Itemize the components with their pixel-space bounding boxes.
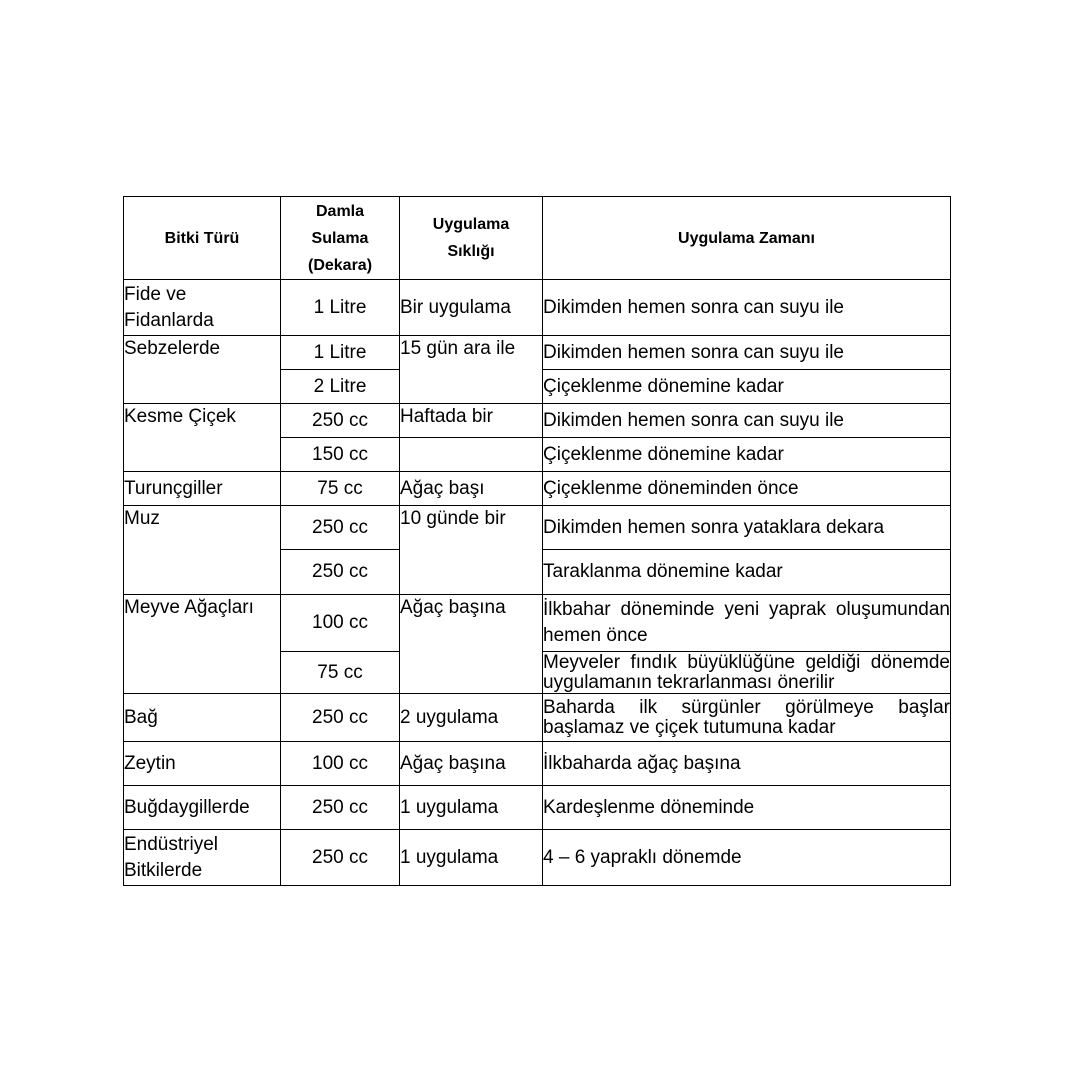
header-drip-amount-line: Damla [315, 202, 365, 220]
amount-cell: 100 cc [281, 595, 400, 652]
table-row [124, 280, 951, 336]
frequency-cell: 15 gün ara ile [400, 336, 543, 404]
timing-cell: Dikimden hemen sonra yataklara dekara [543, 506, 951, 550]
table-row [124, 336, 951, 370]
frequency-cell: 1 uygulama [400, 786, 543, 830]
amount-cell: 250 cc [281, 404, 400, 438]
timing-cell: Dikimden hemen sonra can suyu ile [543, 280, 951, 336]
plant-cell: Turunçgiller [124, 472, 281, 506]
plant-cell: Meyve Ağaçları [124, 595, 281, 694]
timing-cell: Çiçeklenme döneminden önce [543, 472, 951, 506]
header-frequency [400, 197, 543, 280]
plant-line: Fide ve [124, 283, 187, 305]
timing-cell: Taraklanma dönemine kadar [543, 550, 951, 595]
table-row [124, 595, 951, 652]
plant-cell: Bağ [124, 694, 281, 742]
amount-cell: 2 Litre [281, 370, 400, 404]
frequency-cell: 2 uygulama [400, 694, 543, 742]
timing-cell: Çiçeklenme dönemine kadar [543, 438, 951, 472]
header-drip-amount-line: (Dekara) [307, 256, 373, 274]
amount-cell: 150 cc [281, 438, 400, 472]
amount-cell: 75 cc [281, 652, 400, 694]
frequency-cell: 1 uygulama [400, 830, 543, 886]
timing-cell: Dikimden hemen sonra can suyu ile [543, 336, 951, 370]
plant-cell: Buğdaygillerde [124, 786, 281, 830]
header-row [124, 197, 951, 280]
timing-cell: İlkbaharda ağaç başına [543, 742, 951, 786]
timing-cell: Kardeşlenme döneminde [543, 786, 951, 830]
timing-line: Baharda ilk sürgünler görülmeye başlar [543, 696, 950, 718]
frequency-cell: Ağaç başına [400, 595, 543, 694]
amount-cell: 250 cc [281, 550, 400, 595]
frequency-cell: Bir uygulama [400, 280, 543, 336]
header-frequency-line: Sıklığı [447, 243, 495, 260]
timing-cell: Meyveler fındık büyüklüğüne geldiği dönemde uygulamanın tekrarlanması önerilir [543, 651, 950, 693]
plant-cell [124, 830, 281, 886]
amount-cell: 1 Litre [281, 336, 400, 370]
amount-cell: 250 cc [281, 694, 400, 742]
timing-cell: Dikimden hemen sonra can suyu ile [543, 404, 951, 438]
amount-cell: 75 cc [281, 472, 400, 506]
plant-line: Fidanlarda [124, 309, 214, 331]
header-timing: Uygulama Zamanı [543, 197, 951, 280]
header-drip-amount-line: Sulama [311, 229, 369, 247]
table-row [124, 404, 951, 438]
table-row [124, 506, 951, 550]
plant-cell: Sebzelerde [124, 336, 281, 404]
frequency-cell-empty [400, 438, 543, 472]
amount-cell: 250 cc [281, 786, 400, 830]
plant-line: Bitkilerde [124, 859, 203, 881]
header-plant-type: Bitki Türü [124, 197, 281, 280]
table-row [124, 742, 951, 786]
plant-cell: Muz [124, 506, 281, 595]
plant-cell: Kesme Çiçek [124, 404, 281, 472]
frequency-cell: 10 günde bir [400, 506, 543, 595]
dosage-table [123, 196, 951, 886]
frequency-cell: Haftada bir [400, 404, 543, 438]
amount-cell: 100 cc [281, 742, 400, 786]
timing-cell: Çiçeklenme dönemine kadar [543, 370, 951, 404]
plant-line: Endüstriyel [124, 833, 218, 855]
plant-cell [124, 280, 281, 336]
header-drip-amount [281, 197, 400, 280]
amount-cell: 1 Litre [281, 280, 400, 336]
table-row [124, 786, 951, 830]
frequency-cell: Ağaç başına [400, 742, 543, 786]
timing-cell: 4 – 6 yapraklı dönemde [543, 830, 951, 886]
table-row [124, 694, 951, 742]
amount-cell: 250 cc [281, 506, 400, 550]
timing-cell: İlkbahar döneminde yeni yaprak oluşumundan hemen önce [543, 595, 951, 652]
table-row [124, 830, 951, 886]
frequency-cell: Ağaç başı [400, 472, 543, 506]
plant-cell: Zeytin [124, 742, 281, 786]
timing-cell [543, 694, 951, 742]
amount-cell: 250 cc [281, 830, 400, 886]
header-frequency-line: Uygulama [432, 216, 510, 233]
timing-line: başlamaz ve çiçek tutumuna kadar [543, 716, 836, 738]
table-row [124, 472, 951, 506]
